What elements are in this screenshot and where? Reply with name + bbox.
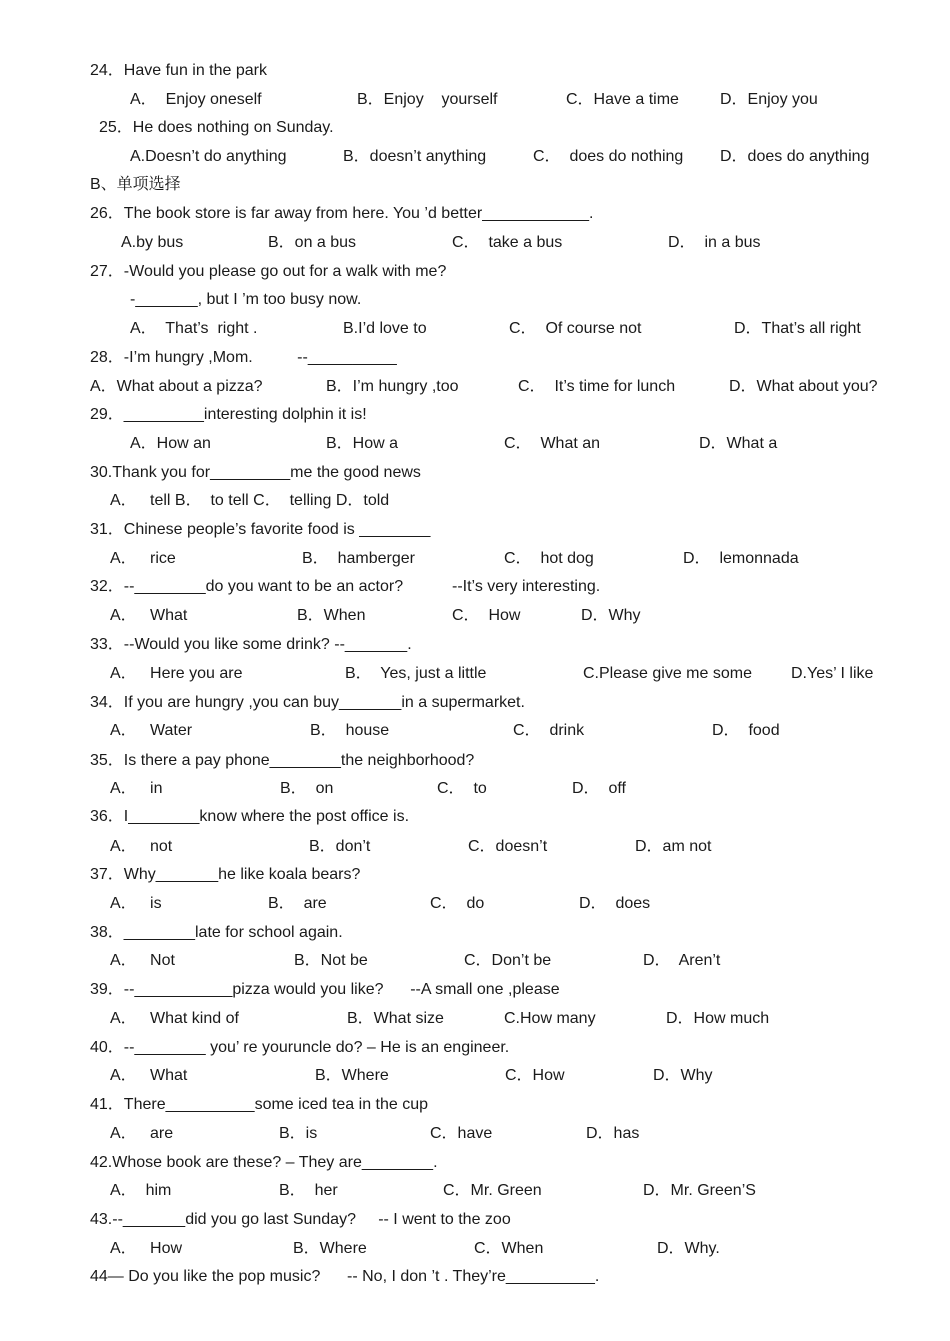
option-42-a: A． him (110, 1182, 172, 1199)
question-35: 35．Is there a pay phone________the neighborhood? (90, 752, 475, 769)
option-41-c: C．have (430, 1125, 493, 1142)
question-36: 36．I________know where the post office is. (90, 808, 410, 825)
option-28-b: B．I’m hungry ,too (326, 378, 459, 395)
question-40: 40．--________ you’ re youruncle do? – He is an engineer. (90, 1039, 510, 1056)
option-25-b: B．doesn’t anything (343, 148, 487, 165)
option-25-c: C． does do nothing (533, 148, 684, 165)
option-42-c: C．Mr. Green (443, 1182, 542, 1199)
option-35-d: D． off (572, 780, 626, 797)
option-40-d: D．Why (653, 1067, 713, 1084)
question-32: 32．--________do you want to be an actor? --It’s very interesting. (90, 578, 601, 595)
option-37-c: C． do (430, 895, 485, 912)
question-41: 41．There__________some iced tea in the cup (90, 1096, 429, 1113)
option-39-a: A． What kind of (110, 1010, 239, 1027)
option-33-a: A． Here you are (110, 665, 243, 682)
option-26-b: B．on a bus (268, 234, 357, 251)
option-27-a: A． That’s right . (130, 320, 258, 337)
option-43-b: B．Where (293, 1240, 367, 1257)
question-37: 37．Why_______he like koala bears? (90, 866, 361, 883)
option-33-c: C.Please give me some (583, 665, 752, 682)
option-35-b: B． on (280, 780, 334, 797)
question-34: 34．If you are hungry ,you can buy_______in a supermarket. (90, 694, 525, 711)
option-37-d: D． does (579, 895, 651, 912)
option-29-d: D．What a (699, 435, 778, 452)
option-43-c: C．When (474, 1240, 544, 1257)
option-27-d: D．That’s all right (734, 320, 861, 337)
option-39-d: D．How much (666, 1010, 770, 1027)
option-31-a: A． rice (110, 550, 176, 567)
option-26-a: A.by bus (121, 234, 184, 251)
question-28: 28．-I’m hungry ,Mom. --__________ (90, 349, 397, 366)
question-39: 39．--___________pizza would you like? --A small one ,please (90, 981, 560, 998)
question-33: 33．--Would you like some drink? --_______. (90, 636, 412, 653)
option-39-b: B．What size (347, 1010, 444, 1027)
option-43-d: D．Why. (657, 1240, 720, 1257)
option-38-a: A． Not (110, 952, 175, 969)
question-29: 29．_________interesting dolphin it is! (90, 406, 367, 423)
option-38-b: B．Not be (294, 952, 368, 969)
option-32-a: A． What (110, 607, 188, 624)
option-36-a: A． not (110, 838, 173, 855)
option-34-a: A． Water (110, 722, 193, 739)
question-44: 44— Do you like the pop music? -- No, I don ’t . They’re__________. (90, 1268, 600, 1285)
option-29-a: A．How an (130, 435, 211, 452)
option-33-d: D.Yes’ I like (791, 665, 874, 682)
options-30: A． tell B． to tell C． telling D．told (110, 492, 390, 509)
option-28-d: D．What about you? (729, 378, 878, 395)
option-32-b: B．When (297, 607, 366, 624)
question-25: 25．He does nothing on Sunday. (99, 119, 334, 136)
question-27-line-2: -_______, but I ’m too busy now. (130, 291, 362, 308)
option-24-d: D．Enjoy you (720, 91, 818, 108)
option-31-d: D． lemonnada (683, 550, 799, 567)
option-32-d: D．Why (581, 607, 641, 624)
option-37-a: A． is (110, 895, 162, 912)
question-30: 30.Thank you for_________me the good news (90, 464, 421, 481)
option-34-b: B． house (310, 722, 390, 739)
option-34-d: D． food (712, 722, 780, 739)
option-29-c: C． What an (504, 435, 601, 452)
question-27: 27．-Would you please go out for a walk with me? (90, 263, 447, 280)
option-41-d: D．has (586, 1125, 640, 1142)
option-24-c: C．Have a time (566, 91, 679, 108)
question-43: 43.--_______did you go last Sunday? -- I went to the zoo (90, 1211, 511, 1228)
option-31-c: C． hot dog (504, 550, 594, 567)
option-40-b: B．Where (315, 1067, 389, 1084)
option-42-b: B． her (279, 1182, 338, 1199)
option-41-a: A． are (110, 1125, 174, 1142)
option-40-a: A． What (110, 1067, 188, 1084)
option-25-a: A.Doesn’t do anything (130, 148, 287, 165)
option-24-a: A． Enjoy oneself (130, 91, 262, 108)
question-24: 24．Have fun in the park (90, 62, 267, 79)
section-heading: B、单项选择 (90, 176, 181, 193)
option-31-b: B． hamberger (302, 550, 415, 567)
option-37-b: B． are (268, 895, 327, 912)
option-26-c: C． take a bus (452, 234, 563, 251)
option-28-a: A．What about a pizza? (90, 378, 263, 395)
option-29-b: B．How a (326, 435, 399, 452)
question-26: 26．The book store is far away from here. You ’d better____________. (90, 205, 594, 222)
option-32-c: C． How (452, 607, 521, 624)
option-41-b: B．is (279, 1125, 318, 1142)
option-33-b: B． Yes, just a little (345, 665, 487, 682)
option-38-d: D． Aren’t (643, 952, 721, 969)
option-24-b: B．Enjoy yourself (357, 91, 498, 108)
option-27-b: B.I’d love to (343, 320, 427, 337)
option-25-d: D．does do anything (720, 148, 870, 165)
option-35-c: C． to (437, 780, 487, 797)
option-38-c: C．Don’t be (464, 952, 552, 969)
option-39-c: C.How many (504, 1010, 596, 1027)
option-27-c: C． Of course not (509, 320, 642, 337)
question-42: 42.Whose book are these? – They are________. (90, 1154, 438, 1171)
option-36-b: B．don’t (309, 838, 371, 855)
question-31: 31．Chinese people’s favorite food is ________ (90, 521, 431, 538)
question-38: 38．________late for school again. (90, 924, 343, 941)
option-34-c: C． drink (513, 722, 585, 739)
option-36-d: D．am not (635, 838, 712, 855)
option-35-a: A． in (110, 780, 163, 797)
option-36-c: C．doesn’t (468, 838, 548, 855)
option-40-c: C．How (505, 1067, 565, 1084)
option-26-d: D． in a bus (668, 234, 761, 251)
option-43-a: A． How (110, 1240, 183, 1257)
option-42-d: D．Mr. Green’S (643, 1182, 756, 1199)
option-28-c: C． It’s time for lunch (518, 378, 676, 395)
